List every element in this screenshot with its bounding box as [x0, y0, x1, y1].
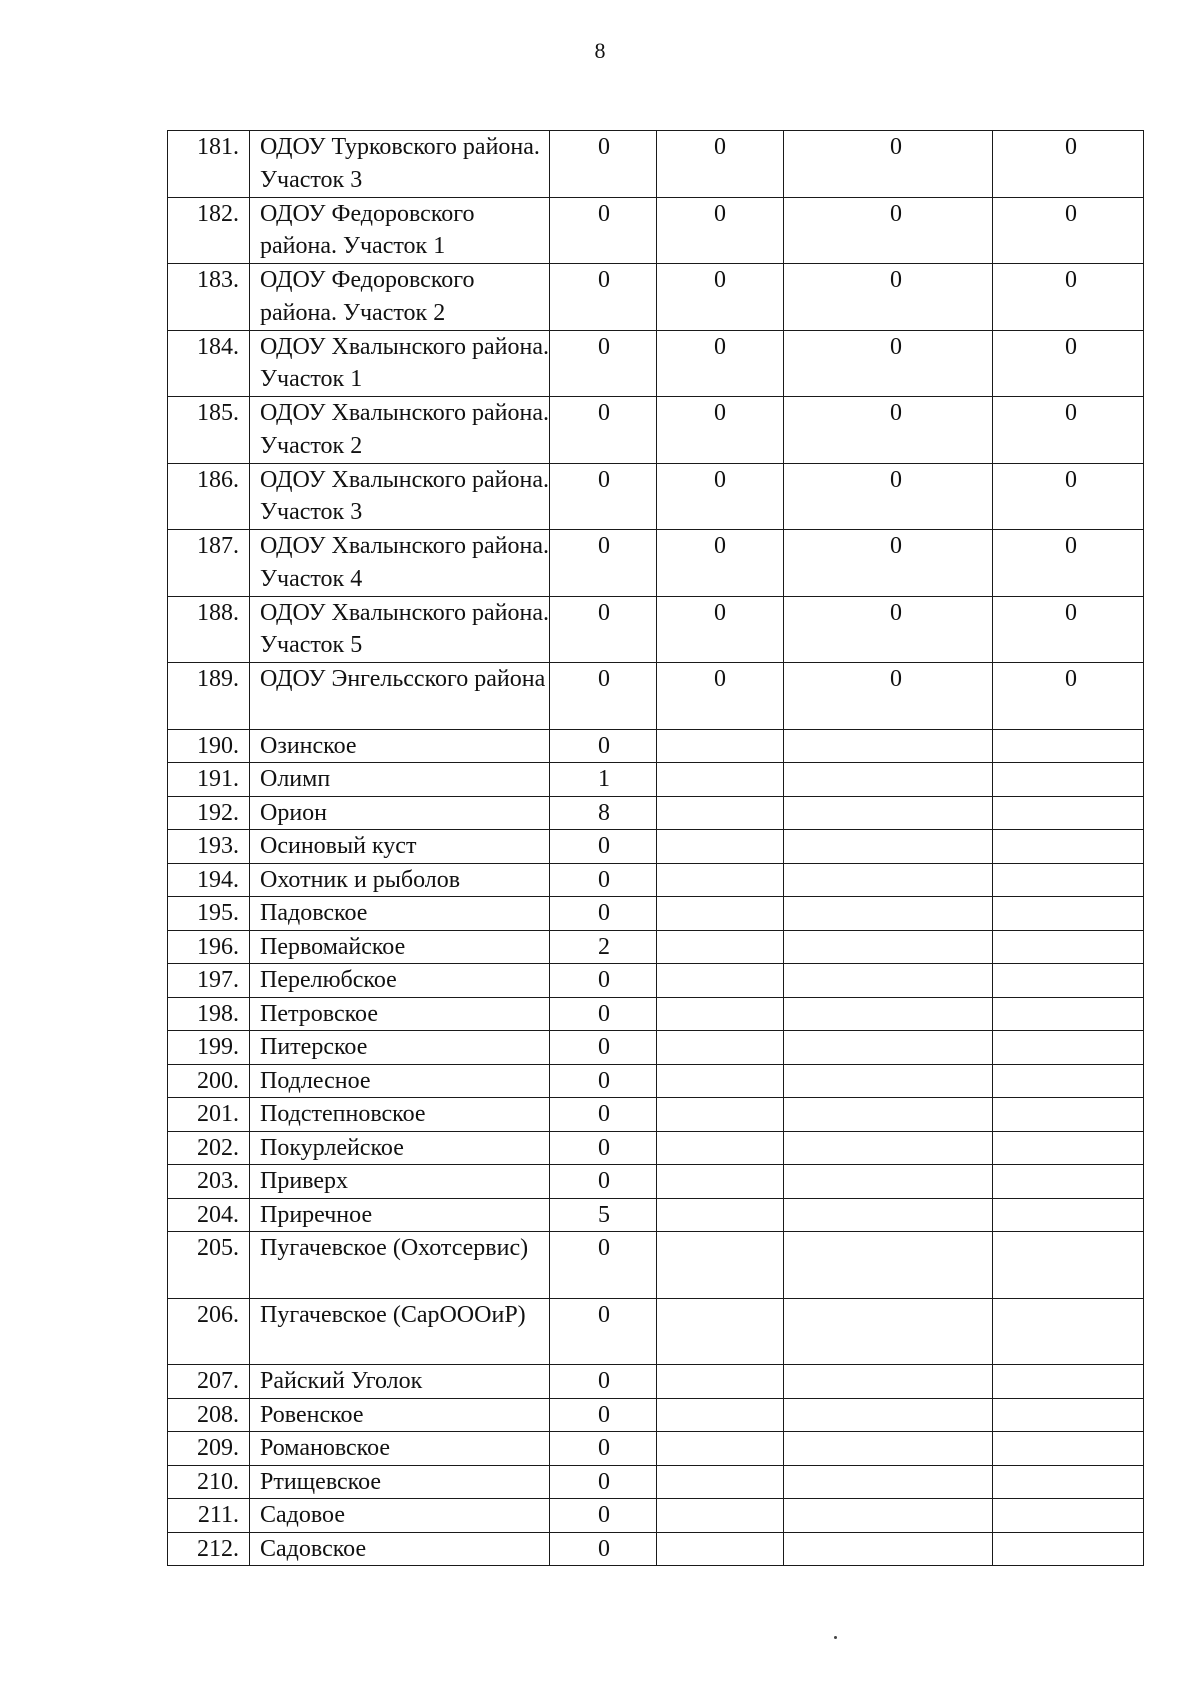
row-number-cell: 189.	[168, 663, 250, 730]
table-row	[168, 796, 1144, 830]
table-row	[168, 397, 1144, 464]
row-value-1-cell: 0	[550, 1465, 657, 1499]
row-value-4-cell: 0	[993, 197, 1144, 264]
row-value-1-cell: 5	[550, 1198, 657, 1232]
row-name-cell: ОДОУ Хвалынского района. Участок 1	[250, 330, 550, 397]
table-row	[168, 1098, 1144, 1132]
row-number-cell: 181.	[168, 131, 250, 198]
row-name-cell: Райский Уголок	[250, 1365, 550, 1399]
row-name-cell: Петровское	[250, 997, 550, 1031]
row-number-cell: 211.	[168, 1499, 250, 1533]
row-name-cell: Охотник и рыболов	[250, 863, 550, 897]
row-value-2-cell	[657, 1298, 784, 1365]
row-value-4-cell	[993, 863, 1144, 897]
row-value-2-cell: 0	[657, 530, 784, 597]
row-number-cell: 192.	[168, 796, 250, 830]
row-value-4-cell	[993, 1432, 1144, 1466]
row-value-1-cell: 8	[550, 796, 657, 830]
row-value-2-cell	[657, 1031, 784, 1065]
row-number-cell: 202.	[168, 1131, 250, 1165]
row-name-cell: Падовское	[250, 897, 550, 931]
row-value-1-cell: 0	[550, 1365, 657, 1399]
page-number: 8	[594, 38, 606, 63]
row-name-cell: ОДОУ Федоровского района. Участок 1	[250, 197, 550, 264]
row-value-2-cell	[657, 763, 784, 797]
row-value-4-cell: 0	[993, 530, 1144, 597]
row-value-2-cell	[657, 1432, 784, 1466]
row-value-4-cell	[993, 1532, 1144, 1566]
row-value-1-cell: 2	[550, 930, 657, 964]
row-value-4-cell	[993, 1499, 1144, 1533]
row-value-1-cell: 0	[550, 663, 657, 730]
row-name-cell: Питерское	[250, 1031, 550, 1065]
row-value-3-cell: 0	[784, 197, 993, 264]
row-value-3-cell	[784, 1398, 993, 1432]
row-value-4-cell	[993, 1165, 1144, 1199]
row-value-2-cell	[657, 897, 784, 931]
row-number-cell: 197.	[168, 964, 250, 998]
row-name-cell: Садовое	[250, 1499, 550, 1533]
row-value-4-cell: 0	[993, 596, 1144, 663]
table-row	[168, 863, 1144, 897]
row-name-cell: Осиновый куст	[250, 830, 550, 864]
table-row	[168, 663, 1144, 730]
row-value-1-cell: 0	[550, 1064, 657, 1098]
row-name-cell: Садовское	[250, 1532, 550, 1566]
table-row	[168, 897, 1144, 931]
row-value-1-cell: 0	[550, 863, 657, 897]
row-value-3-cell	[784, 1198, 993, 1232]
row-name-cell: Пугачевское (СарОООиР)	[250, 1298, 550, 1365]
table-row	[168, 964, 1144, 998]
row-value-1-cell: 0	[550, 1532, 657, 1566]
row-value-4-cell: 0	[993, 264, 1144, 331]
table-row	[168, 1398, 1144, 1432]
row-number-cell: 201.	[168, 1098, 250, 1132]
row-value-2-cell	[657, 1398, 784, 1432]
row-name-cell: Первомайское	[250, 930, 550, 964]
table-row	[168, 1298, 1144, 1365]
row-name-cell: Озинское	[250, 729, 550, 763]
row-value-3-cell	[784, 763, 993, 797]
row-value-3-cell	[784, 796, 993, 830]
scan-speck	[834, 1636, 837, 1639]
row-value-1-cell: 0	[550, 1131, 657, 1165]
row-name-cell: ОДОУ Хвалынского района. Участок 2	[250, 397, 550, 464]
row-name-cell: Орион	[250, 796, 550, 830]
row-value-2-cell: 0	[657, 131, 784, 198]
row-value-2-cell: 0	[657, 596, 784, 663]
row-value-2-cell	[657, 1499, 784, 1533]
row-value-2-cell: 0	[657, 197, 784, 264]
row-name-cell: Пугачевское (Охотсервис)	[250, 1232, 550, 1299]
table-row	[168, 264, 1144, 331]
row-value-3-cell: 0	[784, 663, 993, 730]
row-value-3-cell	[784, 1031, 993, 1065]
row-number-cell: 186.	[168, 463, 250, 530]
row-name-cell: Покурлейское	[250, 1131, 550, 1165]
row-value-2-cell: 0	[657, 397, 784, 464]
row-value-1-cell: 0	[550, 997, 657, 1031]
row-number-cell: 187.	[168, 530, 250, 597]
row-number-cell: 194.	[168, 863, 250, 897]
row-value-3-cell	[784, 863, 993, 897]
table-row	[168, 1064, 1144, 1098]
table-row	[168, 1365, 1144, 1399]
row-value-2-cell	[657, 1098, 784, 1132]
row-value-4-cell	[993, 830, 1144, 864]
row-value-2-cell	[657, 1365, 784, 1399]
row-number-cell: 184.	[168, 330, 250, 397]
row-value-2-cell	[657, 964, 784, 998]
row-value-1-cell: 0	[550, 729, 657, 763]
row-value-2-cell: 0	[657, 663, 784, 730]
row-number-cell: 185.	[168, 397, 250, 464]
row-value-3-cell: 0	[784, 530, 993, 597]
row-number-cell: 209.	[168, 1432, 250, 1466]
row-value-1-cell: 0	[550, 1398, 657, 1432]
row-value-1-cell: 0	[550, 463, 657, 530]
row-value-4-cell	[993, 763, 1144, 797]
row-value-2-cell	[657, 1198, 784, 1232]
row-number-cell: 199.	[168, 1031, 250, 1065]
row-value-3-cell	[784, 1465, 993, 1499]
row-value-1-cell: 0	[550, 1165, 657, 1199]
row-value-2-cell: 0	[657, 463, 784, 530]
row-value-2-cell	[657, 830, 784, 864]
row-value-4-cell	[993, 1465, 1144, 1499]
row-value-4-cell	[993, 997, 1144, 1031]
table-row	[168, 1499, 1144, 1533]
row-value-1-cell: 0	[550, 1499, 657, 1533]
row-value-4-cell	[993, 1298, 1144, 1365]
row-value-4-cell	[993, 1398, 1144, 1432]
row-name-cell: Ровенское	[250, 1398, 550, 1432]
table-row	[168, 830, 1144, 864]
row-value-4-cell	[993, 1365, 1144, 1399]
row-value-2-cell: 0	[657, 330, 784, 397]
row-value-4-cell	[993, 964, 1144, 998]
row-value-1-cell: 0	[550, 1432, 657, 1466]
table-row	[168, 530, 1144, 597]
table-row	[168, 1465, 1144, 1499]
table-row	[168, 1131, 1144, 1165]
row-name-cell: Ртищевское	[250, 1465, 550, 1499]
row-name-cell: Перелюбское	[250, 964, 550, 998]
table-row	[168, 1165, 1144, 1199]
row-name-cell: Подстепновское	[250, 1098, 550, 1132]
row-value-4-cell	[993, 1232, 1144, 1299]
row-value-1-cell: 0	[550, 830, 657, 864]
row-name-cell: ОДОУ Хвалынского района. Участок 3	[250, 463, 550, 530]
row-value-1-cell: 0	[550, 264, 657, 331]
row-value-4-cell	[993, 1064, 1144, 1098]
row-value-3-cell	[784, 830, 993, 864]
row-value-3-cell: 0	[784, 131, 993, 198]
table-row	[168, 1198, 1144, 1232]
row-name-cell: Романовское	[250, 1432, 550, 1466]
row-value-2-cell	[657, 796, 784, 830]
row-number-cell: 190.	[168, 729, 250, 763]
row-value-1-cell: 0	[550, 1031, 657, 1065]
row-value-3-cell	[784, 930, 993, 964]
row-value-2-cell	[657, 1165, 784, 1199]
row-name-cell: Подлесное	[250, 1064, 550, 1098]
table-row	[168, 463, 1144, 530]
row-value-1-cell: 0	[550, 1232, 657, 1299]
row-value-3-cell: 0	[784, 596, 993, 663]
table-row	[168, 729, 1144, 763]
table-row	[168, 596, 1144, 663]
row-name-cell: Олимп	[250, 763, 550, 797]
row-value-3-cell	[784, 964, 993, 998]
row-value-4-cell: 0	[993, 330, 1144, 397]
row-number-cell: 212.	[168, 1532, 250, 1566]
table-row	[168, 1031, 1144, 1065]
table-row	[168, 330, 1144, 397]
row-number-cell: 191.	[168, 763, 250, 797]
row-value-4-cell	[993, 729, 1144, 763]
row-name-cell: ОДОУ Энгельсского района	[250, 663, 550, 730]
row-name-cell: ОДОУ Турковского района. Участок 3	[250, 131, 550, 198]
row-value-2-cell	[657, 729, 784, 763]
row-value-1-cell: 0	[550, 596, 657, 663]
row-number-cell: 195.	[168, 897, 250, 931]
row-number-cell: 198.	[168, 997, 250, 1031]
row-number-cell: 205.	[168, 1232, 250, 1299]
row-number-cell: 188.	[168, 596, 250, 663]
row-number-cell: 203.	[168, 1165, 250, 1199]
table-row	[168, 1532, 1144, 1566]
row-value-2-cell	[657, 1465, 784, 1499]
table-row	[168, 197, 1144, 264]
row-number-cell: 182.	[168, 197, 250, 264]
row-value-1-cell: 0	[550, 1298, 657, 1365]
row-value-3-cell	[784, 1064, 993, 1098]
row-number-cell: 193.	[168, 830, 250, 864]
row-value-4-cell	[993, 796, 1144, 830]
row-number-cell: 196.	[168, 930, 250, 964]
row-value-3-cell: 0	[784, 397, 993, 464]
row-number-cell: 183.	[168, 264, 250, 331]
row-value-2-cell	[657, 1232, 784, 1299]
row-value-4-cell	[993, 1198, 1144, 1232]
row-value-1-cell: 1	[550, 763, 657, 797]
row-value-1-cell: 0	[550, 197, 657, 264]
row-value-4-cell: 0	[993, 663, 1144, 730]
row-value-3-cell: 0	[784, 264, 993, 331]
row-name-cell: Приречное	[250, 1198, 550, 1232]
row-value-3-cell	[784, 1298, 993, 1365]
row-value-3-cell	[784, 1432, 993, 1466]
row-value-4-cell	[993, 897, 1144, 931]
row-number-cell: 200.	[168, 1064, 250, 1098]
row-value-1-cell: 0	[550, 131, 657, 198]
row-value-3-cell	[784, 1499, 993, 1533]
row-number-cell: 206.	[168, 1298, 250, 1365]
table-row	[168, 763, 1144, 797]
row-value-3-cell	[784, 1232, 993, 1299]
row-value-1-cell: 0	[550, 1098, 657, 1132]
row-value-2-cell: 0	[657, 264, 784, 331]
row-value-3-cell: 0	[784, 330, 993, 397]
row-number-cell: 208.	[168, 1398, 250, 1432]
row-value-2-cell	[657, 863, 784, 897]
row-value-4-cell: 0	[993, 131, 1144, 198]
row-value-2-cell	[657, 1131, 784, 1165]
row-value-4-cell	[993, 1098, 1144, 1132]
row-value-3-cell	[784, 1165, 993, 1199]
row-value-2-cell	[657, 930, 784, 964]
row-value-4-cell	[993, 1131, 1144, 1165]
table-row	[168, 997, 1144, 1031]
row-value-3-cell	[784, 897, 993, 931]
row-value-4-cell: 0	[993, 397, 1144, 464]
row-name-cell: ОДОУ Федоровского района. Участок 2	[250, 264, 550, 331]
row-value-1-cell: 0	[550, 330, 657, 397]
row-value-3-cell	[784, 1098, 993, 1132]
data-table	[167, 130, 1144, 1566]
row-value-1-cell: 0	[550, 397, 657, 464]
row-value-4-cell	[993, 930, 1144, 964]
row-value-2-cell	[657, 1064, 784, 1098]
row-value-1-cell: 0	[550, 964, 657, 998]
table-body	[168, 131, 1144, 1566]
row-number-cell: 210.	[168, 1465, 250, 1499]
table-row	[168, 1432, 1144, 1466]
row-value-3-cell	[784, 1131, 993, 1165]
row-number-cell: 204.	[168, 1198, 250, 1232]
row-value-4-cell	[993, 1031, 1144, 1065]
row-value-3-cell	[784, 729, 993, 763]
row-value-2-cell	[657, 997, 784, 1031]
row-name-cell: ОДОУ Хвалынского района. Участок 5	[250, 596, 550, 663]
row-number-cell: 207.	[168, 1365, 250, 1399]
table-row	[168, 1232, 1144, 1299]
row-value-3-cell: 0	[784, 463, 993, 530]
row-value-4-cell: 0	[993, 463, 1144, 530]
row-value-2-cell	[657, 1532, 784, 1566]
table-row	[168, 131, 1144, 198]
row-name-cell: Приверх	[250, 1165, 550, 1199]
row-value-1-cell: 0	[550, 530, 657, 597]
row-name-cell: ОДОУ Хвалынского района. Участок 4	[250, 530, 550, 597]
row-value-3-cell	[784, 1365, 993, 1399]
table-row	[168, 930, 1144, 964]
row-value-1-cell: 0	[550, 897, 657, 931]
row-value-3-cell	[784, 997, 993, 1031]
row-value-3-cell	[784, 1532, 993, 1566]
